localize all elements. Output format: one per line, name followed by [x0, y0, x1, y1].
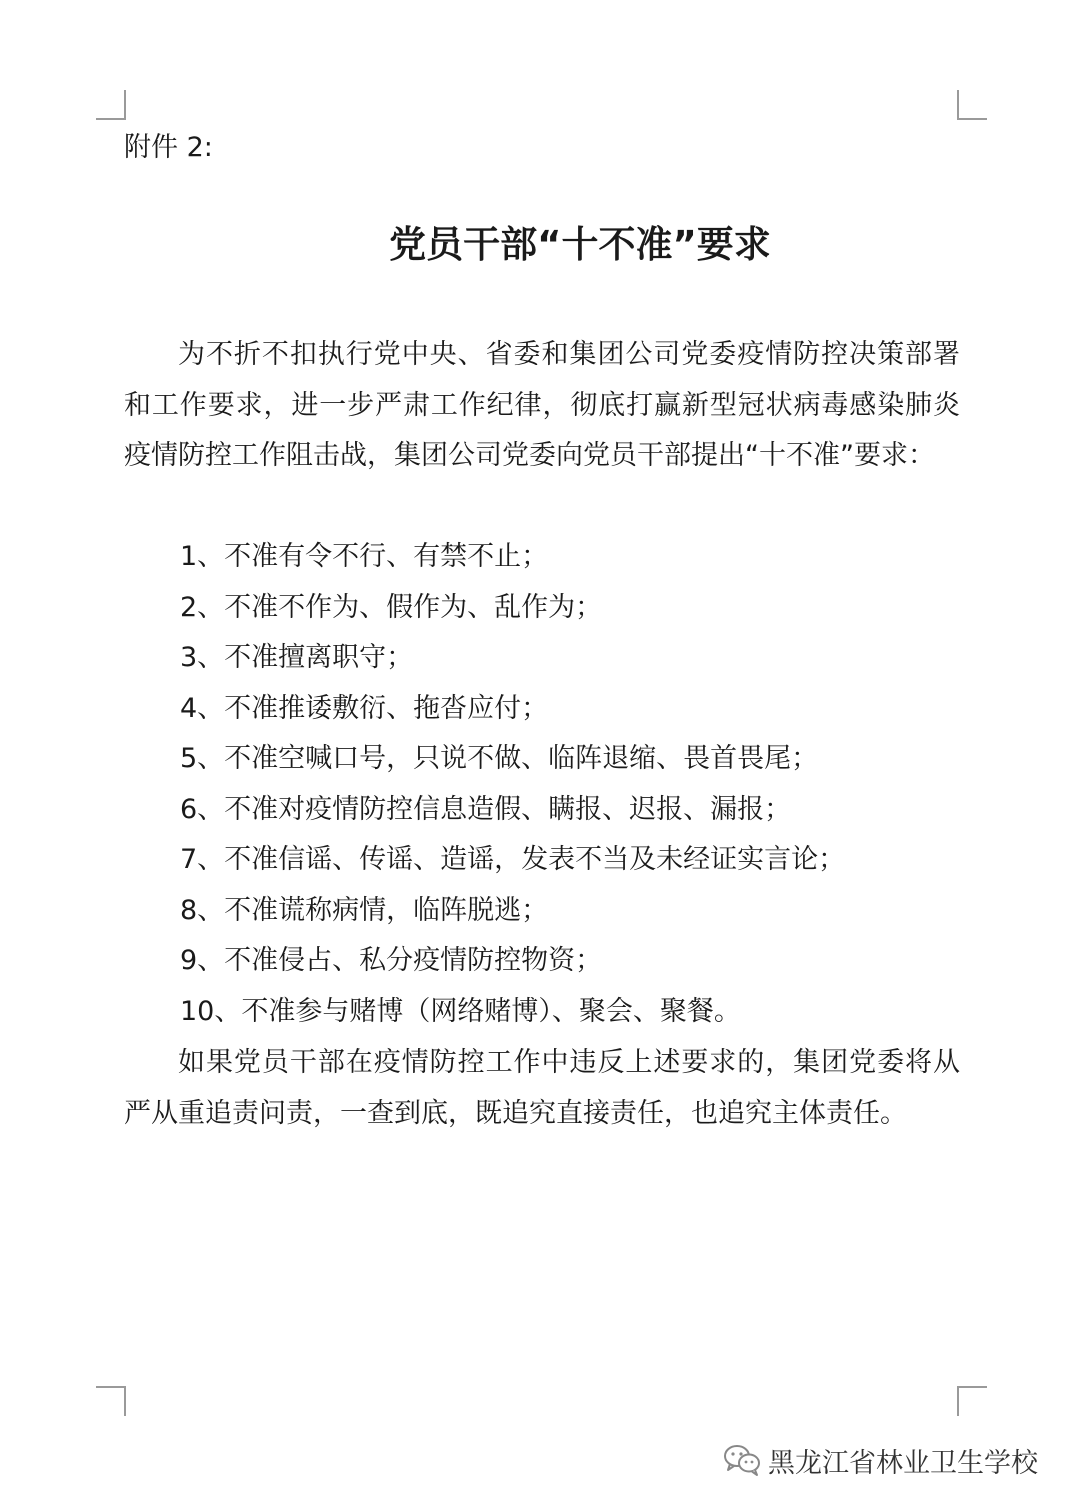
page-corner-mark-top-left	[96, 90, 126, 120]
page-corner-mark-bottom-left	[96, 1386, 126, 1416]
rule-item: 6、不准对疫情防控信息造假、瞒报、迟报、漏报；	[180, 793, 792, 825]
watermark	[722, 1436, 1038, 1484]
closing-paragraph: 如果党员干部在疫情防控工作中违反上述要求的，集团党委将从严从重追责问责，一查到底，既追究直接责任，也追究主体责任。	[124, 1047, 960, 1129]
intro-paragraph: 为不折不扣执行党中央、省委和集团公司党委疫情防控决策部署和工作要求，进一步严肃工作纪律，彻底打赢新型冠状病毒感染肺炎疫情防控工作阻击战，集团公司党委向党员干部提出“十不准”要求：	[124, 339, 960, 471]
document-title: 党员干部“十不准”要求	[389, 223, 771, 266]
rule-item: 2、不准不作为、假作为、乱作为；	[180, 591, 603, 623]
page-corner-mark-top-right	[957, 90, 987, 120]
attachment-label: 附件 2:	[124, 132, 213, 163]
rule-item: 9、不准侵占、私分疫情防控物资；	[180, 945, 603, 976]
rules-list	[124, 532, 960, 1037]
watermark-text: 黑龙江省林业卫生学校	[768, 1447, 1038, 1479]
rule-item: 7、不准信谣、传谣、造谣，发表不当及未经证实言论；	[180, 844, 846, 875]
rule-item: 4、不准推诿敷衍、拖沓应付；	[180, 692, 549, 724]
rule-item: 10、不准参与赌博（网络赌博）、聚会、聚餐。	[180, 995, 741, 1027]
rule-item: 5、不准空喊口号，只说不做、临阵退缩、畏首畏尾；	[180, 743, 819, 774]
page-corner-mark-bottom-right	[957, 1386, 987, 1416]
rule-item: 8、不准谎称病情，临阵脱逃；	[180, 894, 549, 926]
rule-item: 1、不准有令不行、有禁不止；	[180, 541, 549, 572]
rule-item: 3、不准擅离职守；	[180, 642, 414, 673]
wechat-icon	[722, 1443, 762, 1477]
